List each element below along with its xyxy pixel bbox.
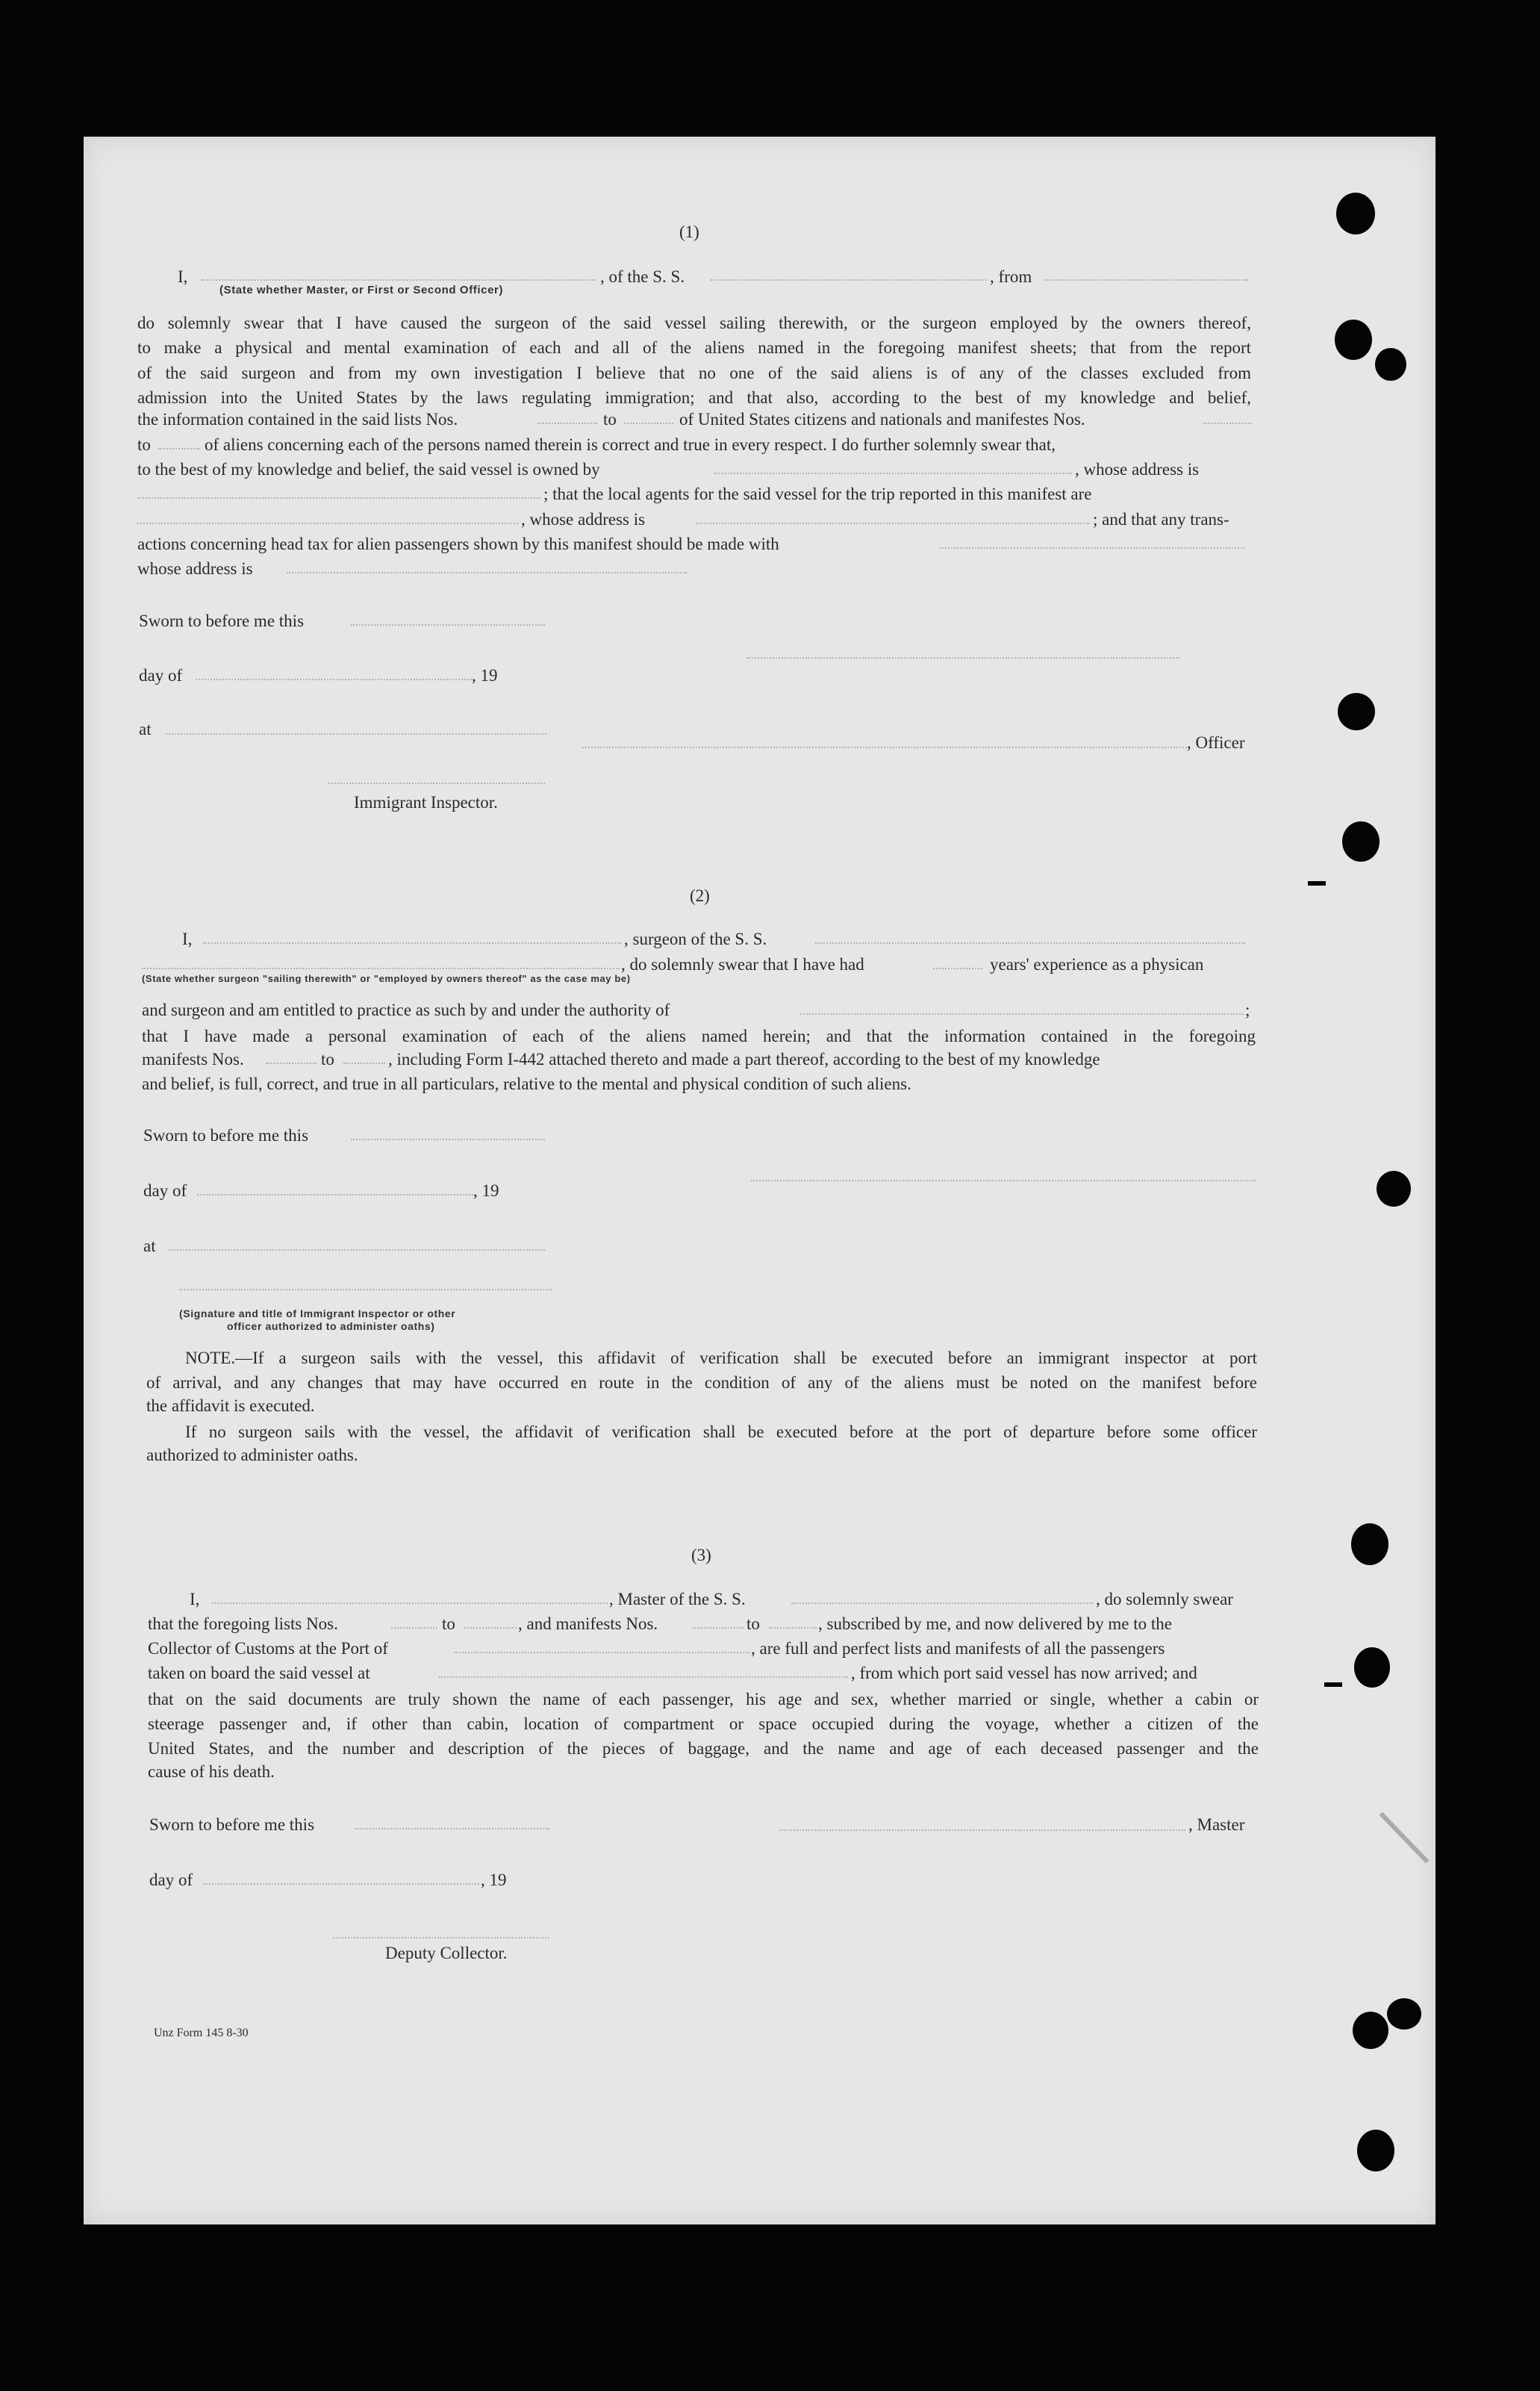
blank-line	[203, 1883, 479, 1885]
signature-line	[333, 1937, 549, 1938]
text: to	[321, 1050, 334, 1069]
note-line: authorized to administer oaths.	[146, 1446, 358, 1464]
of-ss-label: , of the S. S.	[600, 267, 685, 286]
blank-line	[137, 497, 540, 499]
day-of-label: day of	[143, 1181, 187, 1200]
blank-line	[464, 1627, 517, 1629]
text: , are full and perfect lists and manifests of all the passengers	[751, 1639, 1165, 1658]
signature-note: (Signature and title of Immigrant Inspector or other	[179, 1308, 456, 1319]
text: , and manifests Nos.	[518, 1614, 658, 1633]
paragraph-line: of the said surgeon and from my own investigation I believe that no one of the said aliens is of any of the classes excluded from	[137, 364, 1251, 382]
blank-line	[202, 279, 596, 281]
master-label: , Master	[1188, 1815, 1245, 1834]
text: , including Form I-442 attached thereto and made a part thereof, according to the best of my knowledge	[388, 1050, 1100, 1069]
blank-line	[800, 1013, 1244, 1015]
text: ; that the local agents for the said vessel for the trip reported in this manifest are	[543, 485, 1092, 503]
blank-line	[142, 968, 620, 969]
blank-line	[769, 1627, 817, 1629]
signature-line	[746, 657, 1179, 659]
officer-label: , Officer	[1187, 733, 1245, 752]
blank-line	[696, 523, 1090, 524]
text: ;	[1245, 1001, 1250, 1019]
text: whose address is	[137, 559, 253, 578]
text: to	[442, 1614, 455, 1633]
blank-line	[939, 547, 1245, 549]
punch-hole	[1377, 1171, 1411, 1207]
swear-label: , do solemnly swear that I have had	[621, 955, 864, 974]
form-number: Unz Form 145 8-30	[154, 2027, 249, 2039]
text: , whose address is	[521, 510, 646, 529]
at-label: at	[139, 720, 152, 739]
sworn-label: Sworn to before me this	[143, 1126, 309, 1145]
paragraph-line: to make a physical and mental examination of each and all of the aliens named in the foregoing manifest sheets; that from the report	[137, 338, 1251, 357]
blank-line	[351, 624, 545, 626]
signature-note: officer authorized to administer oaths)	[227, 1320, 435, 1332]
signature-line	[328, 783, 545, 784]
blank-line	[454, 1652, 749, 1653]
punch-hole	[1357, 2130, 1394, 2171]
text: and belief, is full, correct, and true in all particulars, relative to the mental and physical condition of such aliens.	[142, 1075, 911, 1093]
paragraph-line: that on the said documents are truly shown the name of each passenger, his age and sex, whether married or single, whether a cabin or	[148, 1690, 1259, 1708]
paragraph-line: that I have made a personal examination of each of the aliens named herein; and that the information contained in the foregoing	[142, 1027, 1256, 1045]
paragraph-line: steerage passenger and, if other than cabin, location of compartment or space occupied during the voyage, whether a citizen of the	[148, 1714, 1259, 1733]
paragraph-line: United States, and the number and description of the pieces of baggage, and the name and age of each deceased passenger and the	[148, 1739, 1259, 1758]
blank-line	[287, 572, 687, 573]
text: , from which port said vessel has now arrived; and	[851, 1664, 1197, 1682]
blank-line	[624, 423, 673, 424]
collector-label: Deputy Collector.	[385, 1944, 508, 1962]
text: actions concerning head tax for alien passengers shown by this manifest should be made with	[137, 535, 779, 553]
blank-line	[343, 1063, 385, 1064]
from-label: , from	[990, 267, 1032, 286]
swear-label: , do solemnly swear	[1096, 1590, 1233, 1608]
blank-line	[203, 942, 621, 944]
note-line: NOTE.—If a surgeon sails with the vessel, this affidavit of verification shall be executed before an immigrant inspector at port	[185, 1349, 1257, 1367]
blank-line	[196, 679, 472, 680]
intro-i: I,	[182, 930, 193, 948]
section-number: (2)	[690, 886, 710, 905]
years-label: years' experience as a physican	[990, 955, 1204, 974]
signature-line	[179, 1289, 552, 1290]
text: to	[603, 410, 617, 429]
text: , subscribed by me, and now delivered by me to the	[818, 1614, 1172, 1633]
surgeon-of-label: , surgeon of the S. S.	[624, 930, 767, 948]
text: Collector of Customs at the Port of	[148, 1639, 388, 1658]
punch-hole	[1353, 2012, 1388, 2049]
blank-line	[197, 1194, 473, 1196]
mark-dash	[1324, 1682, 1342, 1687]
punch-hole	[1335, 320, 1372, 360]
sworn-label: Sworn to before me this	[149, 1815, 315, 1834]
blank-line	[1203, 423, 1251, 424]
blank-line	[169, 1249, 545, 1251]
text: to	[746, 1614, 760, 1633]
officer-note: (State whether Master, or First or Second Officer)	[219, 284, 504, 296]
blank-line	[355, 1828, 549, 1829]
text: , whose address is	[1075, 460, 1200, 479]
blank-line	[391, 1627, 437, 1629]
text: manifests Nos.	[142, 1050, 244, 1069]
text: to	[137, 435, 151, 454]
blank-line	[166, 733, 546, 735]
mark-dash	[1308, 881, 1326, 886]
text: and surgeon and am entitled to practice as such by and under the authority of	[142, 1001, 670, 1019]
day-of-label: day of	[149, 1871, 193, 1889]
year-label: , 19	[472, 666, 498, 685]
paragraph-line: cause of his death.	[148, 1762, 275, 1781]
text: that the foregoing lists Nos.	[148, 1614, 338, 1633]
year-label: , 19	[481, 1871, 507, 1889]
section-number: (3)	[691, 1546, 711, 1564]
blank-line	[815, 942, 1245, 944]
blank-line	[439, 1676, 848, 1678]
blank-line	[791, 1602, 1093, 1604]
blank-line	[137, 523, 518, 524]
note-line: of arrival, and any changes that may have occurred en route in the condition of any of the aliens must be noted on the manifest before	[146, 1373, 1257, 1392]
punch-hole	[1338, 693, 1375, 730]
punch-hole	[1336, 193, 1375, 234]
intro-i: I,	[178, 267, 188, 286]
sworn-label: Sworn to before me this	[139, 612, 305, 630]
blank-line	[266, 1063, 317, 1064]
text: the information contained in the said lists Nos.	[137, 410, 458, 429]
surgeon-note: (State whether surgeon "sailing therewith" or "employed by owners thereof" as the case may be)	[142, 973, 631, 984]
punch-hole	[1342, 821, 1380, 862]
blank-line	[711, 279, 987, 281]
signature-line	[751, 1180, 1256, 1181]
text: ; and that any trans-	[1093, 510, 1229, 529]
blank-line	[693, 1627, 743, 1629]
text: of aliens concerning each of the persons named therein is correct and true in every respect. I do further solemnly swear that,	[205, 435, 1056, 454]
note-line: If no surgeon sails with the vessel, the affidavit of verification shall be executed before at the port of departure before some officer	[185, 1423, 1257, 1441]
punch-hole	[1351, 1523, 1388, 1565]
intro-i: I,	[190, 1590, 200, 1608]
signature-line	[779, 1829, 1185, 1831]
day-of-label: day of	[139, 666, 183, 685]
at-label: at	[143, 1237, 156, 1255]
text: of United States citizens and nationals and manifestes Nos.	[679, 410, 1085, 429]
punch-hole	[1387, 1998, 1421, 2030]
blank-line	[714, 473, 1072, 474]
blank-line	[351, 1139, 545, 1140]
punch-hole	[1375, 348, 1406, 381]
blank-line	[212, 1602, 608, 1604]
inspector-label: Immigrant Inspector.	[354, 793, 498, 812]
master-of-label: , Master of the S. S.	[609, 1590, 746, 1608]
blank-line	[1045, 279, 1248, 281]
section-number: (1)	[679, 223, 699, 241]
paragraph-line: do solemnly swear that I have caused the surgeon of the said vessel sailing therewith, or the surgeon employed by the owners thereof,	[137, 314, 1251, 332]
text: to the best of my knowledge and belief, the said vessel is owned by	[137, 460, 600, 479]
paragraph-line: admission into the United States by the laws regulating immigration; and that also, according to the best of my knowledge and belief,	[137, 388, 1251, 407]
blank-line	[537, 423, 597, 424]
signature-line	[582, 747, 1187, 748]
blank-line	[933, 968, 982, 969]
blank-line	[158, 448, 200, 450]
text: taken on board the said vessel at	[148, 1664, 370, 1682]
year-label: , 19	[473, 1181, 499, 1200]
punch-hole	[1354, 1647, 1390, 1688]
note-line: the affidavit is executed.	[146, 1396, 315, 1415]
